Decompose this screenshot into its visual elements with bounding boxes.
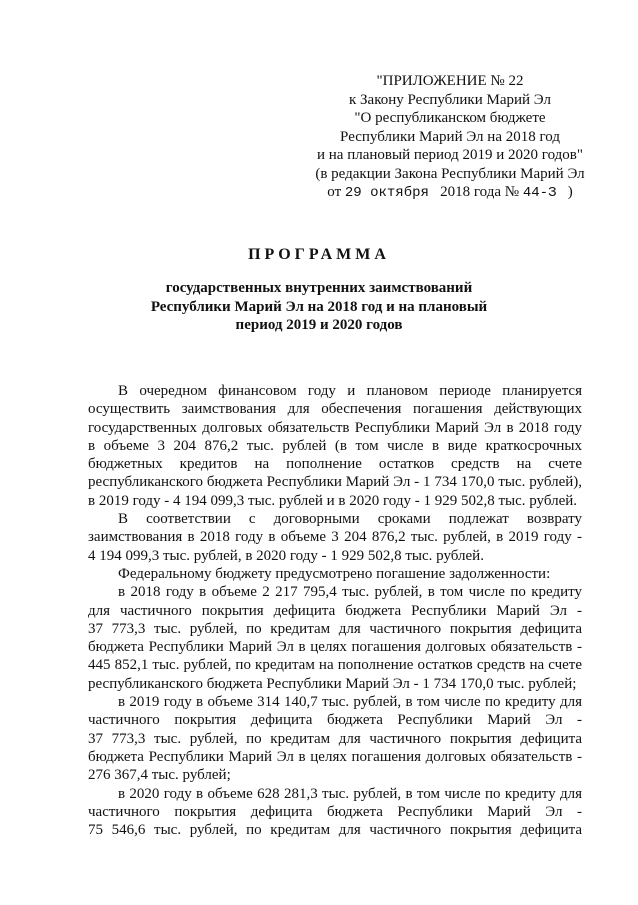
body-line: для частичного покрытия дефицита бюджета Республики Марий Эл - — [88, 602, 582, 619]
law-number: 44-З — [522, 185, 557, 201]
subtitle-line-1: государственных внутренних заимствований — [165, 280, 473, 296]
subtitle-line-2: Республики Марий Эл на 2018 год и на плановый — [150, 298, 488, 315]
body-line: бюджета Республики Марий Эл в целях погашения долговых обязательств - — [88, 748, 582, 765]
body-line: частичного покрытия дефицита бюджета Республики Марий Эл - — [88, 712, 582, 729]
body-line: 445 852,1 тыс. рублей, по кредитам на пополнение остатков средств на счете — [88, 657, 582, 674]
body-line: 37 773,3 тыс. рублей, по кредитам для частичного покрытия дефицита — [88, 620, 582, 637]
document-subtitle — [100, 279, 538, 335]
appendix-line-3: "О республиканском бюджете — [354, 110, 546, 126]
appendix-line-1: "ПРИЛОЖЕНИЕ № 22 — [376, 73, 524, 89]
body-line: в 2018 году в объеме 2 217 795,4 тыс. рублей, в том числе по кредиту — [118, 584, 582, 601]
body-text — [88, 382, 582, 839]
body-line: В очередном финансовом году и плановом периоде планируется — [118, 383, 582, 399]
from-label: от — [327, 184, 342, 200]
appendix-line-4: Республики Марий Эл на 2018 год — [340, 128, 560, 145]
appendix-line-5: и на плановый период 2019 и 2020 годов" — [317, 147, 583, 163]
body-line: 37 773,3 тыс. рублей, по кредитам для частичного покрытия дефицита — [88, 730, 582, 747]
body-line: государственных долговых обязательств Республики Марий Эл в 2018 году — [88, 419, 582, 436]
body-line: республиканского бюджета Республики Марий Эл - 1 734 170,0 тыс. рублей), — [88, 474, 582, 491]
appendix-header — [300, 72, 600, 203]
body-line: в 2020 году в объеме 628 281,3 тыс. рублей, в том числе по кредиту для — [118, 785, 582, 802]
body-line: частичного покрытия дефицита бюджета Республики Марий Эл - — [88, 803, 582, 820]
body-line: бюджетных кредитов на пополнение остатков средств на счете — [88, 456, 582, 473]
document-title: ПРОГРАММА — [248, 246, 390, 263]
body-line: заимствования в 2018 году в объеме 3 204 876,2 тыс. рублей, в 2019 году - — [88, 529, 582, 546]
close-paren: ) — [567, 184, 573, 200]
body-line: в 2019 году - 4 194 099,3 тыс. рублей и в 2020 году - 1 929 502,8 тыс. рублей. — [88, 492, 578, 509]
body-line: бюджета Республики Марий Эл в целях погашения долговых обязательств - — [88, 639, 582, 656]
law-date: 29 октября — [344, 185, 429, 201]
body-line: Федеральному бюджету предусмотрено погашение задолженности: — [118, 565, 551, 582]
body-line: 75 546,6 тыс. рублей, по кредитам для частичного покрытия дефицита — [88, 822, 582, 839]
body-line: осуществить заимствования для обеспечения погашения действующих — [88, 401, 582, 418]
body-line: 276 367,4 тыс. рублей; — [88, 767, 231, 784]
subtitle-line-3: период 2019 и 2020 годов — [235, 317, 403, 333]
body-line: в объеме 3 204 876,2 тыс. рублей (в том числе в виде краткосрочных — [88, 437, 582, 454]
body-line: республиканского бюджета Республики Марий Эл - 1 734 170,0 тыс. рублей; — [88, 675, 577, 692]
body-line: 4 194 099,3 тыс. рублей, в 2020 году - 1 929 502,8 тыс. рублей. — [88, 547, 484, 564]
year-label: 2018 года № — [440, 184, 520, 200]
appendix-line-2: к Закону Республики Марий Эл — [348, 91, 551, 108]
body-line: в 2019 году в объеме 314 140,7 тыс. рублей, в том числе по кредиту для — [118, 694, 582, 711]
appendix-line-6: (в редакции Закона Республики Марий Эл — [315, 165, 585, 182]
body-line: В соответствии с договорными сроками подлежат возврату — [118, 511, 582, 528]
appendix-line-7 — [300, 183, 600, 203]
